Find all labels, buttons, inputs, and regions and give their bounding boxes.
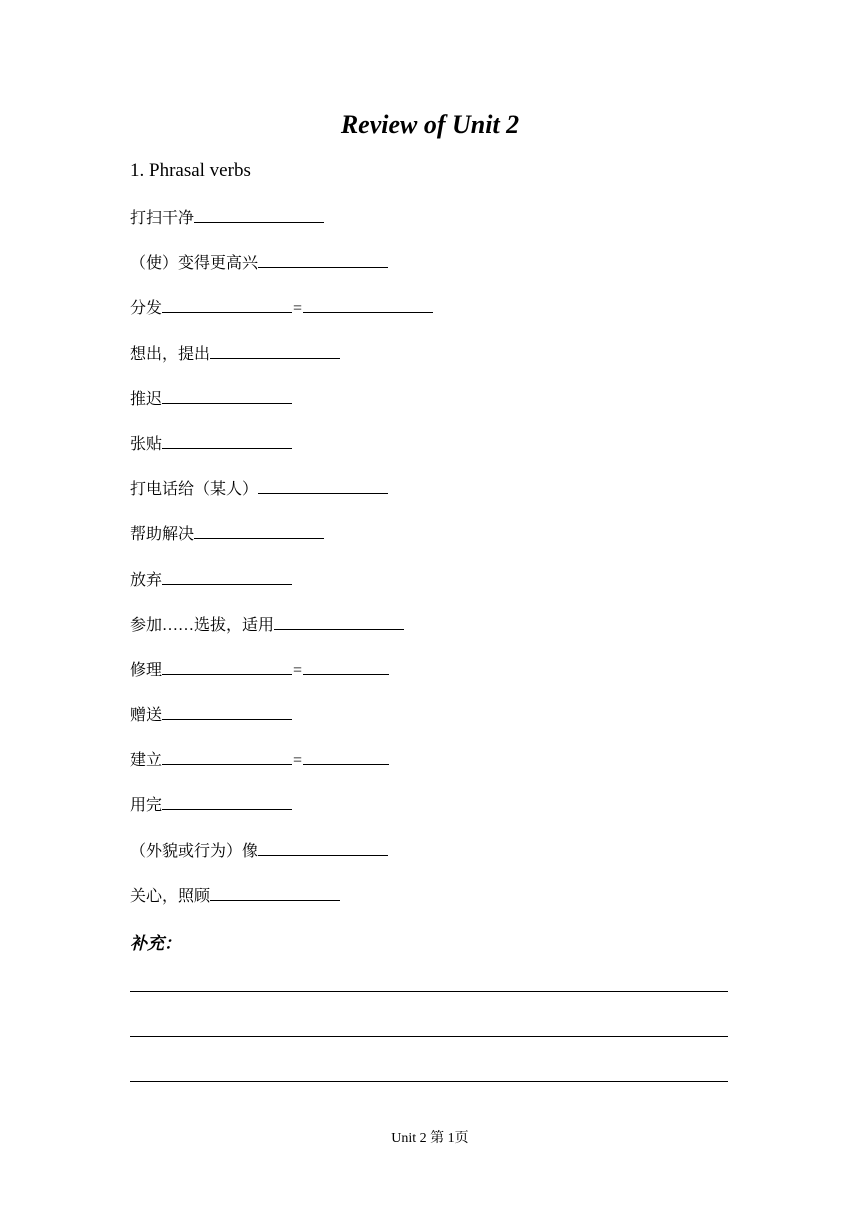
item-prompt: 用完 [130,797,163,815]
phrasal-verbs-list [130,204,433,927]
list-item [130,430,433,475]
equals-sign: = [293,752,303,770]
equals-sign: = [293,661,303,679]
answer-blank[interactable] [258,837,388,856]
item-prompt: 建立 [130,752,163,770]
answer-blank[interactable] [303,746,389,765]
page-title: Review of Unit 2 [340,110,520,139]
list-item [130,566,433,611]
item-prompt: 张贴 [130,435,163,453]
answer-blank[interactable] [162,294,292,313]
list-item [130,475,433,520]
answer-line[interactable] [130,1036,728,1037]
item-prompt: 分发 [130,300,163,318]
answer-line[interactable] [130,991,728,992]
answer-blank[interactable] [303,294,433,313]
item-prompt: 打扫干净 [130,210,195,227]
answer-blank[interactable] [258,475,388,494]
answer-blank[interactable] [210,340,340,359]
answer-blank[interactable] [162,656,292,675]
answer-blank[interactable] [210,882,340,901]
item-prompt: 参加……选拔，适用 [130,616,275,634]
equals-sign: = [293,300,303,318]
supplement-label: 补充： [130,934,181,953]
list-item [130,701,433,746]
list-item [130,791,433,836]
item-prompt: （使）变得更高兴 [130,255,259,273]
list-item [130,837,433,882]
answer-blank[interactable] [194,204,324,223]
answer-blank[interactable] [162,566,292,585]
answer-blank[interactable] [162,746,292,765]
list-item [130,340,433,385]
answer-blank[interactable] [162,385,292,404]
answer-blank[interactable] [258,249,388,268]
list-item [130,611,433,656]
item-prompt: 想出，提出 [130,345,211,363]
answer-blank[interactable] [162,791,292,810]
answer-blank[interactable] [162,430,292,449]
list-item [130,204,433,249]
list-item [130,249,433,294]
item-prompt: （外貌或行为）像 [130,842,259,860]
item-prompt: 修理 [130,661,163,679]
list-item [130,882,433,927]
answer-blank[interactable] [303,656,389,675]
answer-blank[interactable] [194,520,324,539]
list-item [130,520,433,565]
section-heading: 1. Phrasal verbs [130,160,251,181]
answer-blank[interactable] [162,701,292,720]
item-prompt: 关心，照顾 [130,887,211,905]
item-prompt: 赠送 [130,707,163,725]
list-item [130,656,433,701]
item-prompt: 帮助解决 [130,526,195,544]
page-footer: Unit 2 第 1页 [391,1131,469,1146]
item-prompt: 打电话给（某人） [130,481,259,499]
list-item [130,746,433,791]
item-prompt: 推迟 [130,390,163,408]
answer-line[interactable] [130,1081,728,1082]
answer-blank[interactable] [274,611,404,630]
list-item [130,294,433,339]
list-item [130,385,433,430]
item-prompt: 放弃 [130,571,163,589]
